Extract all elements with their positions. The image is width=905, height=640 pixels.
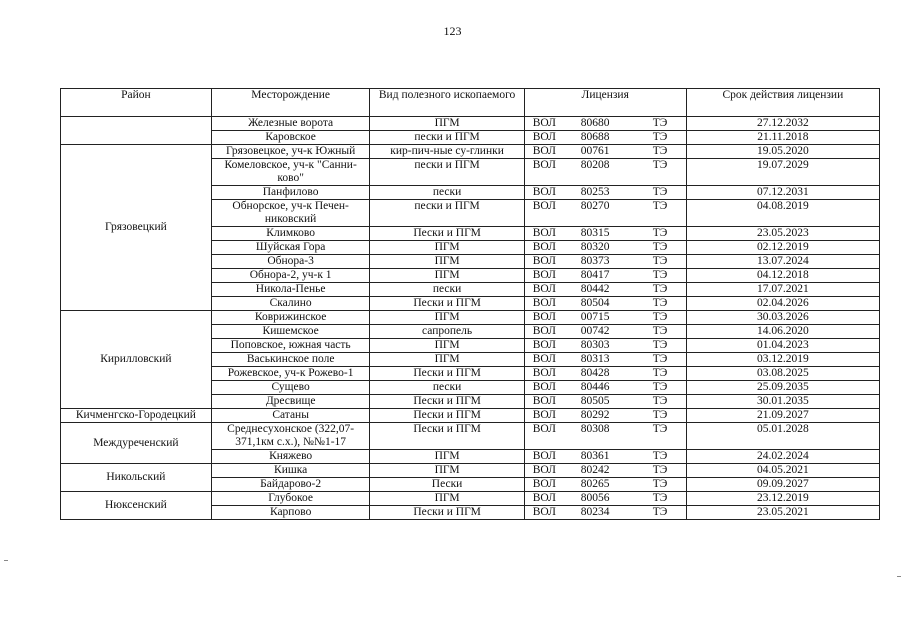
license-number: 80505 [580,395,610,407]
license-cell [524,492,686,506]
license-series: ВОЛ [532,241,556,253]
expiry-cell: 25.09.2035 [686,381,879,395]
deposit-cell: Комеловское, уч-к "Санни-ково" [211,159,370,186]
expiry-cell: 01.04.2023 [686,339,879,353]
license-number: 80303 [580,339,610,351]
license-number: 80308 [580,423,610,435]
district-cell: Междуреченский [61,423,212,464]
license-type: ТЭ [652,506,668,518]
license-number: 80361 [580,450,610,462]
mineral-cell: пески и ПГМ [370,200,524,227]
table-row [61,423,880,450]
deposit-cell: Никола-Пенье [211,283,370,297]
license-series: ВОЛ [532,381,556,393]
expiry-cell: 03.12.2019 [686,353,879,367]
mineral-cell: ПГМ [370,353,524,367]
expiry-cell: 30.01.2035 [686,395,879,409]
mineral-cell: пески и ПГМ [370,159,524,186]
mineral-cell: Пески и ПГМ [370,227,524,241]
license-cell [524,339,686,353]
license-type: ТЭ [652,131,668,143]
header-expiry: Срок действия лицензии [686,89,879,117]
mineral-cell: ПГМ [370,269,524,283]
mineral-cell: ПГМ [370,492,524,506]
deposit-cell: Кишемское [211,325,370,339]
license-cell [524,131,686,145]
license-number: 80056 [580,492,610,504]
district-cell: Кирилловский [61,311,212,409]
license-series: ВОЛ [532,255,556,267]
mineral-cell: Пески [370,478,524,492]
license-cell [524,367,686,381]
license-cell [524,450,686,464]
license-series: ВОЛ [532,464,556,476]
table-row [61,117,880,131]
license-number: 00715 [580,311,610,323]
license-cell [524,227,686,241]
expiry-cell: 03.08.2025 [686,367,879,381]
license-cell [524,311,686,325]
deposit-cell: Железные ворота [211,117,370,131]
license-series: ВОЛ [532,145,556,157]
deposit-cell: Рожевское, уч-к Рожево-1 [211,367,370,381]
license-number: 80688 [580,131,610,143]
license-series: ВОЛ [532,227,556,239]
license-number: 80242 [580,464,610,476]
license-series: ВОЛ [532,186,556,198]
expiry-cell: 04.08.2019 [686,200,879,227]
mineral-cell: Пески и ПГМ [370,506,524,520]
license-type: ТЭ [652,227,668,239]
license-type: ТЭ [652,145,668,157]
deposit-cell: Среднесухонское (322,07-371,1км с.х.), №№1-17 [211,423,370,450]
mineral-cell: кир-пич-ные су-глинки [370,145,524,159]
license-number: 80442 [580,283,610,295]
license-number: 80428 [580,367,610,379]
expiry-cell: 23.05.2021 [686,506,879,520]
district-cell: Грязовецкий [61,145,212,311]
table-body [61,117,880,520]
expiry-cell: 05.01.2028 [686,423,879,450]
license-number: 80253 [580,186,610,198]
header-license: Лицензия [524,89,686,117]
district-cell [61,117,212,145]
expiry-cell: 09.09.2027 [686,478,879,492]
license-cell [524,423,686,450]
license-number: 80292 [580,409,610,421]
license-number: 80315 [580,227,610,239]
license-number: 80208 [580,159,610,171]
deposit-cell: Панфилово [211,186,370,200]
deposit-cell: Карпово [211,506,370,520]
license-series: ВОЛ [532,200,556,212]
license-type: ТЭ [652,492,668,504]
deposit-cell: Каровское [211,131,370,145]
license-number: 80320 [580,241,610,253]
district-cell: Нюксенский [61,492,212,520]
license-series: ВОЛ [532,423,556,435]
mineral-cell: ПГМ [370,450,524,464]
scan-edge-mark [897,576,901,577]
license-number: 80373 [580,255,610,267]
license-number: 80504 [580,297,610,309]
license-type: ТЭ [652,200,668,212]
mineral-cell: ПГМ [370,339,524,353]
license-type: ТЭ [652,339,668,351]
expiry-cell: 30.03.2026 [686,311,879,325]
deposit-cell: Климково [211,227,370,241]
license-cell [524,409,686,423]
district-cell: Никольский [61,464,212,492]
mineral-cell: Пески и ПГМ [370,395,524,409]
license-type: ТЭ [652,269,668,281]
license-cell [524,200,686,227]
license-number: 80446 [580,381,610,393]
license-cell [524,145,686,159]
license-number: 80270 [580,200,610,212]
mineral-cell: Пески и ПГМ [370,409,524,423]
license-type: ТЭ [652,186,668,198]
license-series: ВОЛ [532,117,556,129]
license-cell [524,478,686,492]
license-series: ВОЛ [532,450,556,462]
header-mineral: Вид полезного ископаемого [370,89,524,117]
deposit-cell: Васькинское поле [211,353,370,367]
license-series: ВОЛ [532,283,556,295]
expiry-cell: 21.11.2018 [686,131,879,145]
page-number: 123 [443,24,462,38]
license-cell [524,325,686,339]
mineral-cell: ПГМ [370,311,524,325]
header-district: Район [61,89,212,117]
license-series: ВОЛ [532,311,556,323]
license-series: ВОЛ [532,159,556,171]
table-row [61,145,880,159]
license-type: ТЭ [652,353,668,365]
license-type: ТЭ [652,395,668,407]
license-type: ТЭ [652,325,668,337]
expiry-cell: 27.12.2032 [686,117,879,131]
license-type: ТЭ [652,159,668,171]
license-type: ТЭ [652,423,668,435]
license-cell [524,353,686,367]
expiry-cell: 19.07.2029 [686,159,879,186]
license-cell [524,283,686,297]
deposit-cell: Обнора-2, уч-к 1 [211,269,370,283]
license-type: ТЭ [652,117,668,129]
table-row [61,409,880,423]
license-cell [524,506,686,520]
license-cell [524,159,686,186]
mineral-cell: пески и ПГМ [370,131,524,145]
deposit-cell: Обнора-3 [211,255,370,269]
deposit-cell: Сатаны [211,409,370,423]
expiry-cell: 23.05.2023 [686,227,879,241]
mineral-cell: пески [370,381,524,395]
license-cell [524,117,686,131]
license-cell [524,381,686,395]
license-number: 80234 [580,506,610,518]
expiry-cell: 23.12.2019 [686,492,879,506]
table-row [61,464,880,478]
license-series: ВОЛ [532,409,556,421]
mineral-cell: ПГМ [370,464,524,478]
expiry-cell: 07.12.2031 [686,186,879,200]
license-type: ТЭ [652,367,668,379]
mineral-cell: сапропель [370,325,524,339]
expiry-cell: 02.12.2019 [686,241,879,255]
header-deposit: Месторождение [211,89,370,117]
expiry-cell: 21.09.2027 [686,409,879,423]
license-cell [524,297,686,311]
mineral-cell: ПГМ [370,255,524,269]
license-series: ВОЛ [532,325,556,337]
license-cell [524,464,686,478]
license-number: 80417 [580,269,610,281]
license-type: ТЭ [652,311,668,323]
license-series: ВОЛ [532,367,556,379]
deposit-cell: Шуйская Гора [211,241,370,255]
expiry-cell: 02.04.2026 [686,297,879,311]
license-number: 80680 [580,117,610,129]
license-cell [524,241,686,255]
license-number: 00761 [580,145,610,157]
license-type: ТЭ [652,464,668,476]
license-series: ВОЛ [532,478,556,490]
deposit-cell: Байдарово-2 [211,478,370,492]
license-number: 00742 [580,325,610,337]
deposit-cell: Дресвище [211,395,370,409]
deposit-cell: Глубокое [211,492,370,506]
license-series: ВОЛ [532,297,556,309]
license-type: ТЭ [652,409,668,421]
mineral-cell: Пески и ПГМ [370,423,524,450]
license-series: ВОЛ [532,339,556,351]
deposit-cell: Обнорское, уч-к Печен-никовский [211,200,370,227]
mineral-cell: пески [370,186,524,200]
expiry-cell: 13.07.2024 [686,255,879,269]
license-type: ТЭ [652,283,668,295]
deposit-cell: Поповское, южная часть [211,339,370,353]
mineral-cell: ПГМ [370,241,524,255]
deposit-cell: Коврижинское [211,311,370,325]
deposit-cell: Скалино [211,297,370,311]
table-row [61,492,880,506]
license-series: ВОЛ [532,131,556,143]
license-series: ВОЛ [532,353,556,365]
license-number: 80313 [580,353,610,365]
license-type: ТЭ [652,297,668,309]
mineral-cell: Пески и ПГМ [370,297,524,311]
expiry-cell: 24.02.2024 [686,450,879,464]
license-cell [524,255,686,269]
table-header [61,89,880,117]
expiry-cell: 04.12.2018 [686,269,879,283]
deposit-cell: Сущево [211,381,370,395]
license-type: ТЭ [652,381,668,393]
mineral-cell: пески [370,283,524,297]
expiry-cell: 17.07.2021 [686,283,879,297]
scan-edge-mark [4,560,8,561]
mineral-cell: Пески и ПГМ [370,367,524,381]
expiry-cell: 04.05.2021 [686,464,879,478]
license-number: 80265 [580,478,610,490]
license-table [60,88,880,520]
deposit-cell: Кишка [211,464,370,478]
deposit-cell: Грязовецкое, уч-к Южный [211,145,370,159]
license-type: ТЭ [652,478,668,490]
expiry-cell: 14.06.2020 [686,325,879,339]
license-cell [524,395,686,409]
table-row [61,311,880,325]
deposit-cell: Княжево [211,450,370,464]
license-series: ВОЛ [532,492,556,504]
license-cell [524,186,686,200]
license-type: ТЭ [652,241,668,253]
license-series: ВОЛ [532,506,556,518]
license-type: ТЭ [652,450,668,462]
license-type: ТЭ [652,255,668,267]
license-series: ВОЛ [532,269,556,281]
expiry-cell: 19.05.2020 [686,145,879,159]
district-cell: Кичменгско-Городецкий [61,409,212,423]
mineral-cell: ПГМ [370,117,524,131]
license-cell [524,269,686,283]
license-series: ВОЛ [532,395,556,407]
